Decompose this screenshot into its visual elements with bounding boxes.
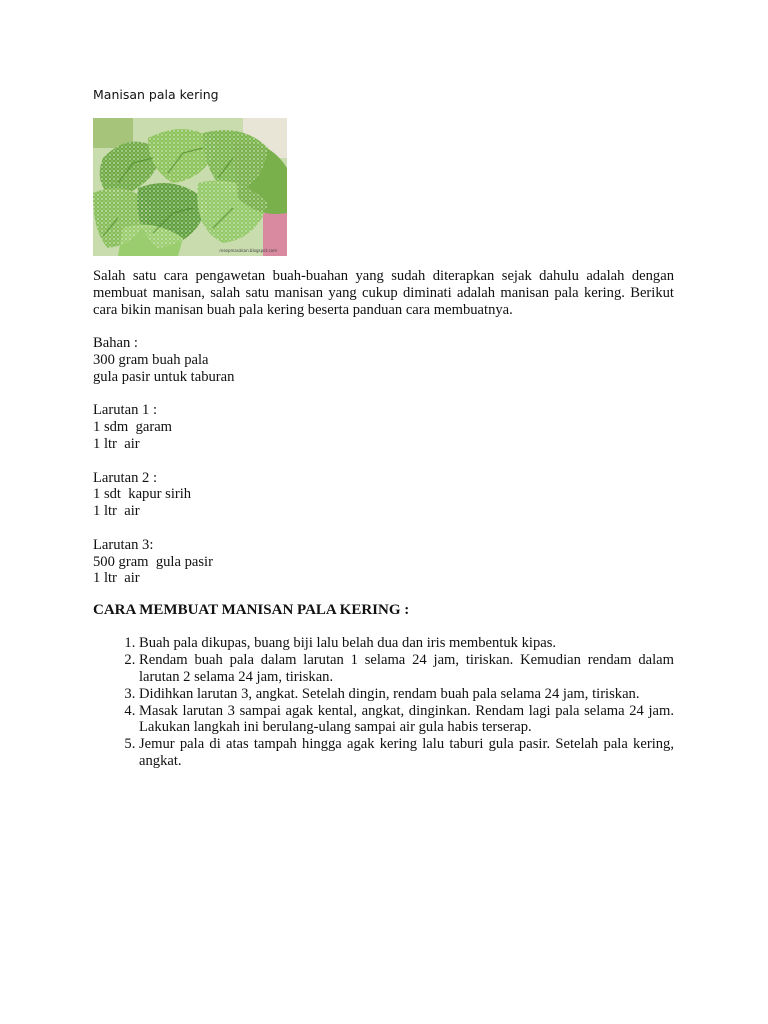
ingredients-section: [93, 335, 674, 385]
method-step: 5. Jemur pala di atas tampah hingga agak kering lalu taburi gula pasir. Setelah pala kering, angkat.: [139, 736, 674, 770]
candied-nutmeg-photo: [93, 118, 287, 256]
solution-2-item: 1 sdt kapur sirih: [93, 486, 192, 503]
document-title: Manisan pala kering: [93, 87, 219, 102]
method-step: 2. Rendam buah pala dalam larutan 1 selama 24 jam, tiriskan. Kemudian rendam dalam larutan 2 selama 24 jam, tiriskan.: [139, 652, 674, 686]
solution-3-label: Larutan 3:: [93, 536, 154, 553]
solution-3-item: 1 ltr air: [93, 570, 140, 587]
photo-watermark: resepmasakan.blogspot.com: [219, 248, 277, 253]
method-step: 3. Didihkan larutan 3, angkat. Setelah dingin, rendam buah pala selama 24 jam, tiriskan.: [139, 686, 674, 703]
method-step: 4. Masak larutan 3 sampai agak kental, angkat, dinginkan. Rendam lagi pala selama 24 jam. Lakukan langkah ini berulang-ulang sampai air gula habis terserap.: [139, 703, 674, 737]
photo-illustration: [93, 118, 287, 256]
solution-3-item: 500 gram gula pasir: [93, 553, 213, 570]
solution-1-item: 1 sdm garam: [93, 419, 173, 436]
solution-2-section: [93, 470, 674, 520]
method-step: 1. Buah pala dikupas, buang biji lalu belah dua dan iris membentuk kipas.: [139, 635, 674, 652]
solution-1-item: 1 ltr air: [93, 435, 140, 452]
ingredients-label: Bahan :: [93, 335, 138, 352]
method-steps-list: [93, 635, 674, 769]
method-heading: CARA MEMBUAT MANISAN PALA KERING :: [93, 602, 410, 619]
ingredient-item: 300 gram buah pala: [93, 351, 209, 368]
intro-paragraph: Salah satu cara pengawetan buah-buahan yang sudah diterapkan sejak dahulu adalah dengan membuat manisan, salah satu manisan yang cukup diminati adalah manisan pala kering. Berikut cara bikin manisan buah pala kering beserta panduan cara membuatnya.: [93, 268, 674, 318]
document-body: [93, 268, 674, 770]
solution-2-item: 1 ltr air: [93, 503, 140, 520]
solution-3-section: [93, 537, 674, 587]
solution-2-label: Larutan 2 :: [93, 469, 158, 486]
ingredient-item: gula pasir untuk taburan: [93, 368, 235, 385]
solution-1-section: [93, 402, 674, 452]
solution-1-label: Larutan 1 :: [93, 402, 158, 419]
